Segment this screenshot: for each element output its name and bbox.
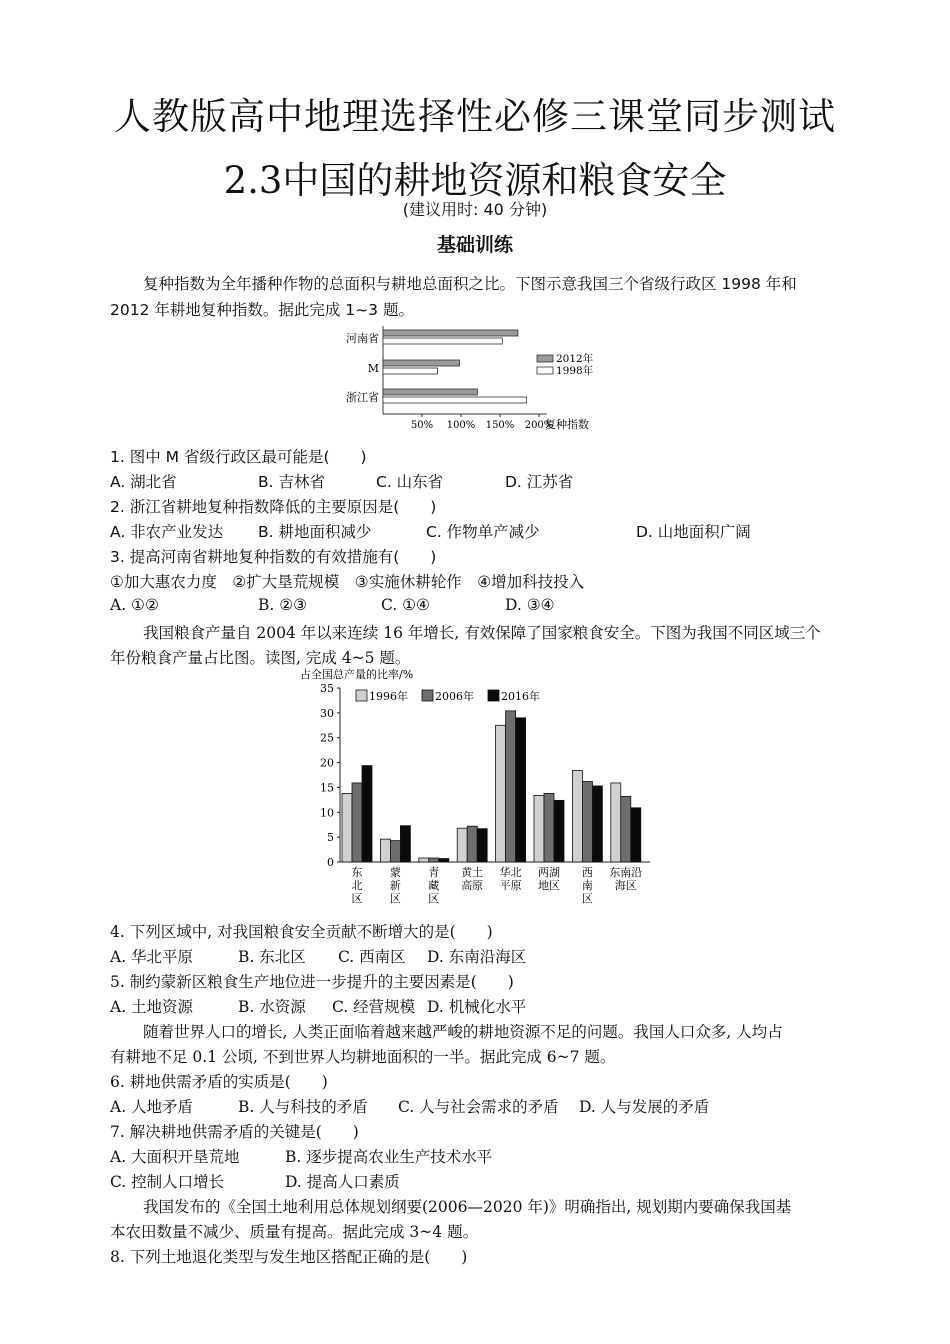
x-tick-label: 200% — [524, 420, 554, 431]
bar-1996年 — [419, 858, 429, 862]
q3-option-d[interactable]: D. ③④ — [505, 596, 555, 614]
q3-option-a[interactable]: A. ①② — [110, 596, 159, 614]
q6-option-c[interactable]: C. 人与社会需求的矛盾 — [398, 1098, 559, 1116]
bar-2006年 — [544, 793, 554, 862]
category-label: M — [367, 362, 379, 375]
chart-title: 占全国总产量的比率/% — [300, 668, 414, 681]
q6-option-b[interactable]: B. 人与科技的矛盾 — [238, 1098, 368, 1116]
q1-stem: 1. 图中 M 省级行政区最可能是( ) — [110, 448, 367, 466]
q6-option-a[interactable]: A. 人地矛盾 — [110, 1098, 194, 1116]
x-category-label: 平原 — [499, 879, 522, 892]
q2-option-d[interactable]: D. 山地面积广阔 — [636, 523, 751, 541]
x-category-label: 区 — [351, 892, 363, 905]
bar-2016年 — [400, 826, 410, 862]
x-category-label: 区 — [581, 892, 593, 905]
q6-option-d[interactable]: D. 人与发展的矛盾 — [579, 1098, 710, 1116]
bar-2016年 — [592, 786, 602, 862]
legend-swatch — [537, 355, 553, 362]
bar-2016年 — [516, 718, 526, 862]
document-title: 人教版高中地理选择性必修三课堂同步测试 — [114, 95, 836, 138]
y-tick-label: 10 — [320, 806, 334, 820]
bar-2016年 — [362, 766, 372, 862]
q4-option-b[interactable]: B. 东北区 — [238, 948, 306, 966]
q7-option-d[interactable]: D. 提高人口素质 — [285, 1173, 400, 1191]
q5-option-d[interactable]: D. 机械化水平 — [427, 998, 527, 1016]
bar-2006年 — [506, 711, 516, 862]
bar-2006年 — [467, 826, 477, 862]
time-hint: (建议用时: 40 分钟) — [402, 200, 548, 219]
q1-option-c[interactable]: C. 山东省 — [376, 473, 444, 491]
bar-1996年 — [380, 839, 390, 862]
passage4-line1: 我国发布的《全国土地利用总体规划纲要(2006—2020 年)》明确指出, 规划期内要确保我国基 — [143, 1198, 792, 1216]
passage3-line1: 随着世界人口的增长, 人类正面临着越来越严峻的耕地资源不足的问题。我国人口众多, 人均占 — [143, 1023, 783, 1041]
bar-1996年 — [342, 793, 352, 862]
passage4-line2: 本农田数量不减少、质量有提高。据此完成 3~4 题。 — [110, 1223, 479, 1241]
q1-option-a[interactable]: A. 湖北省 — [110, 473, 177, 491]
bar-1998年 — [383, 368, 438, 374]
bar-1996年 — [457, 828, 467, 862]
q2-option-a[interactable]: A. 非农产业发达 — [110, 523, 224, 541]
bar-2012年 — [383, 360, 459, 366]
bar-2016年 — [439, 859, 449, 862]
bar-2006年 — [621, 796, 631, 862]
x-category-label: 北 — [351, 879, 363, 892]
bar-1996年 — [611, 783, 621, 862]
x-category-label: 新 — [389, 879, 401, 892]
y-tick-label: 20 — [320, 756, 334, 770]
y-tick-label: 30 — [320, 706, 334, 720]
x-category-label: 区 — [389, 892, 401, 905]
y-tick-label: 35 — [320, 682, 334, 695]
q2-option-c[interactable]: C. 作物单产减少 — [426, 523, 540, 541]
bar-2016年 — [477, 829, 487, 862]
x-axis-label: 复种指数 — [545, 418, 589, 431]
y-tick-label: 25 — [320, 731, 334, 745]
legend-swatch — [537, 367, 553, 374]
chart-multiple-cropping-index — [330, 322, 630, 434]
q8-stem: 8. 下列土地退化类型与发生地区搭配正确的是( ) — [110, 1248, 468, 1266]
bar-2006年 — [390, 841, 400, 862]
bar-2012年 — [383, 389, 477, 395]
lesson-title — [0, 150, 950, 204]
bar-1996年 — [534, 795, 544, 862]
q4-option-a[interactable]: A. 华北平原 — [110, 948, 194, 966]
x-tick-label: 100% — [446, 420, 476, 431]
x-tick-label: 150% — [485, 420, 515, 431]
q5-option-c[interactable]: C. 经营规模 — [332, 998, 416, 1016]
legend-label: 2016年 — [501, 690, 540, 703]
q5-stem: 5. 制约蒙新区粮食生产地位进一步提升的主要因素是( ) — [110, 973, 514, 991]
passage2-line2: 年份粮食产量占比图。读图, 完成 4~5 题。 — [110, 649, 411, 667]
x-category-label: 蒙 — [389, 866, 401, 879]
legend-swatch — [422, 690, 433, 701]
q7-option-c[interactable]: C. 控制人口增长 — [110, 1173, 225, 1191]
lesson-number: 2.3 — [223, 159, 283, 202]
chart-grain-output-share — [300, 666, 650, 912]
bar-2016年 — [631, 808, 641, 862]
q3-option-c[interactable]: C. ①④ — [381, 596, 430, 614]
passage1-line1: 复种指数为全年播种作物的总面积与耕地总面积之比。下图示意我国三个省级行政区 1998 年和 — [143, 275, 797, 293]
bar-1996年 — [496, 725, 506, 862]
q4-option-d[interactable]: D. 东南沿海区 — [427, 948, 527, 966]
legend-label: 2012年 — [556, 353, 594, 365]
q1-option-b[interactable]: B. 吉林省 — [258, 473, 325, 491]
x-category-label: 东 — [351, 866, 363, 879]
q2-stem: 2. 浙江省耕地复种指数降低的主要原因是( ) — [110, 498, 437, 516]
legend-swatch — [356, 690, 367, 701]
bar-2012年 — [383, 330, 518, 336]
q7-option-b[interactable]: B. 逐步提高农业生产技术水平 — [285, 1148, 493, 1166]
q2-option-b[interactable]: B. 耕地面积减少 — [258, 523, 372, 541]
bar-2016年 — [554, 800, 564, 862]
x-category-label: 高原 — [461, 879, 484, 892]
x-category-label: 藏 — [428, 879, 440, 892]
bar-1996年 — [572, 771, 582, 862]
x-category-label: 两湖 — [538, 866, 560, 879]
category-label: 浙江省 — [346, 391, 379, 404]
x-category-label: 东南沿 — [609, 866, 643, 879]
y-tick-label: 0 — [327, 856, 334, 869]
y-tick-label: 15 — [320, 781, 334, 795]
legend-label: 2006年 — [435, 690, 474, 703]
q1-option-d[interactable]: D. 江苏省 — [505, 473, 574, 491]
q4-option-c[interactable]: C. 西南区 — [338, 948, 406, 966]
bar-1998年 — [383, 397, 527, 403]
bar-2006年 — [352, 783, 362, 862]
passage2-line1: 我国粮食产量自 2004 年以来连续 16 年增长, 有效保障了国家粮食安全。下图为我国不同区域三个 — [143, 624, 821, 642]
legend-label: 1996年 — [369, 690, 408, 703]
passage1-line2: 2012 年耕地复种指数。据此完成 1~3 题。 — [110, 301, 414, 319]
category-label: 河南省 — [346, 332, 379, 345]
q6-stem: 6. 耕地供需矛盾的实质是( ) — [110, 1073, 328, 1091]
q3-stem: 3. 提高河南省耕地复种指数的有效措施有( ) — [110, 548, 437, 566]
q4-stem: 4. 下列区域中, 对我国粮食安全贡献不断增大的是( ) — [110, 923, 493, 941]
x-category-label: 南 — [581, 879, 593, 892]
q5-option-b[interactable]: B. 水资源 — [238, 998, 306, 1016]
x-category-label: 黄土 — [461, 866, 484, 879]
bar-2006年 — [429, 858, 439, 862]
y-tick-label: 5 — [327, 831, 334, 845]
bar-2006年 — [582, 781, 592, 862]
section-heading: 基础训练 — [436, 234, 513, 256]
x-category-label: 华北 — [499, 866, 522, 879]
x-category-label: 海区 — [614, 879, 637, 892]
legend-label: 1998年 — [556, 365, 594, 377]
x-category-label: 地区 — [538, 879, 560, 892]
lesson-name: 中国的耕地资源和粮食安全 — [282, 159, 727, 202]
x-category-label: 区 — [428, 892, 440, 905]
x-category-label: 青 — [428, 866, 440, 879]
legend-swatch — [488, 690, 499, 701]
x-category-label: 西 — [581, 866, 593, 879]
x-tick-label: 50% — [410, 420, 434, 431]
q3-option-b[interactable]: B. ②③ — [258, 596, 308, 614]
bar-1998年 — [383, 338, 502, 344]
passage3-line2: 有耕地不足 0.1 公顷, 不到世界人均耕地面积的一半。据此完成 6~7 题。 — [110, 1048, 616, 1066]
q3-items: ①加大惠农力度 ②扩大垦荒规模 ③实施休耕轮作 ④增加科技投入 — [110, 573, 585, 591]
q5-option-a[interactable]: A. 土地资源 — [110, 998, 194, 1016]
q7-stem: 7. 解决耕地供需矛盾的关键是( ) — [110, 1123, 359, 1141]
q7-option-a[interactable]: A. 大面积开垦荒地 — [110, 1148, 240, 1166]
